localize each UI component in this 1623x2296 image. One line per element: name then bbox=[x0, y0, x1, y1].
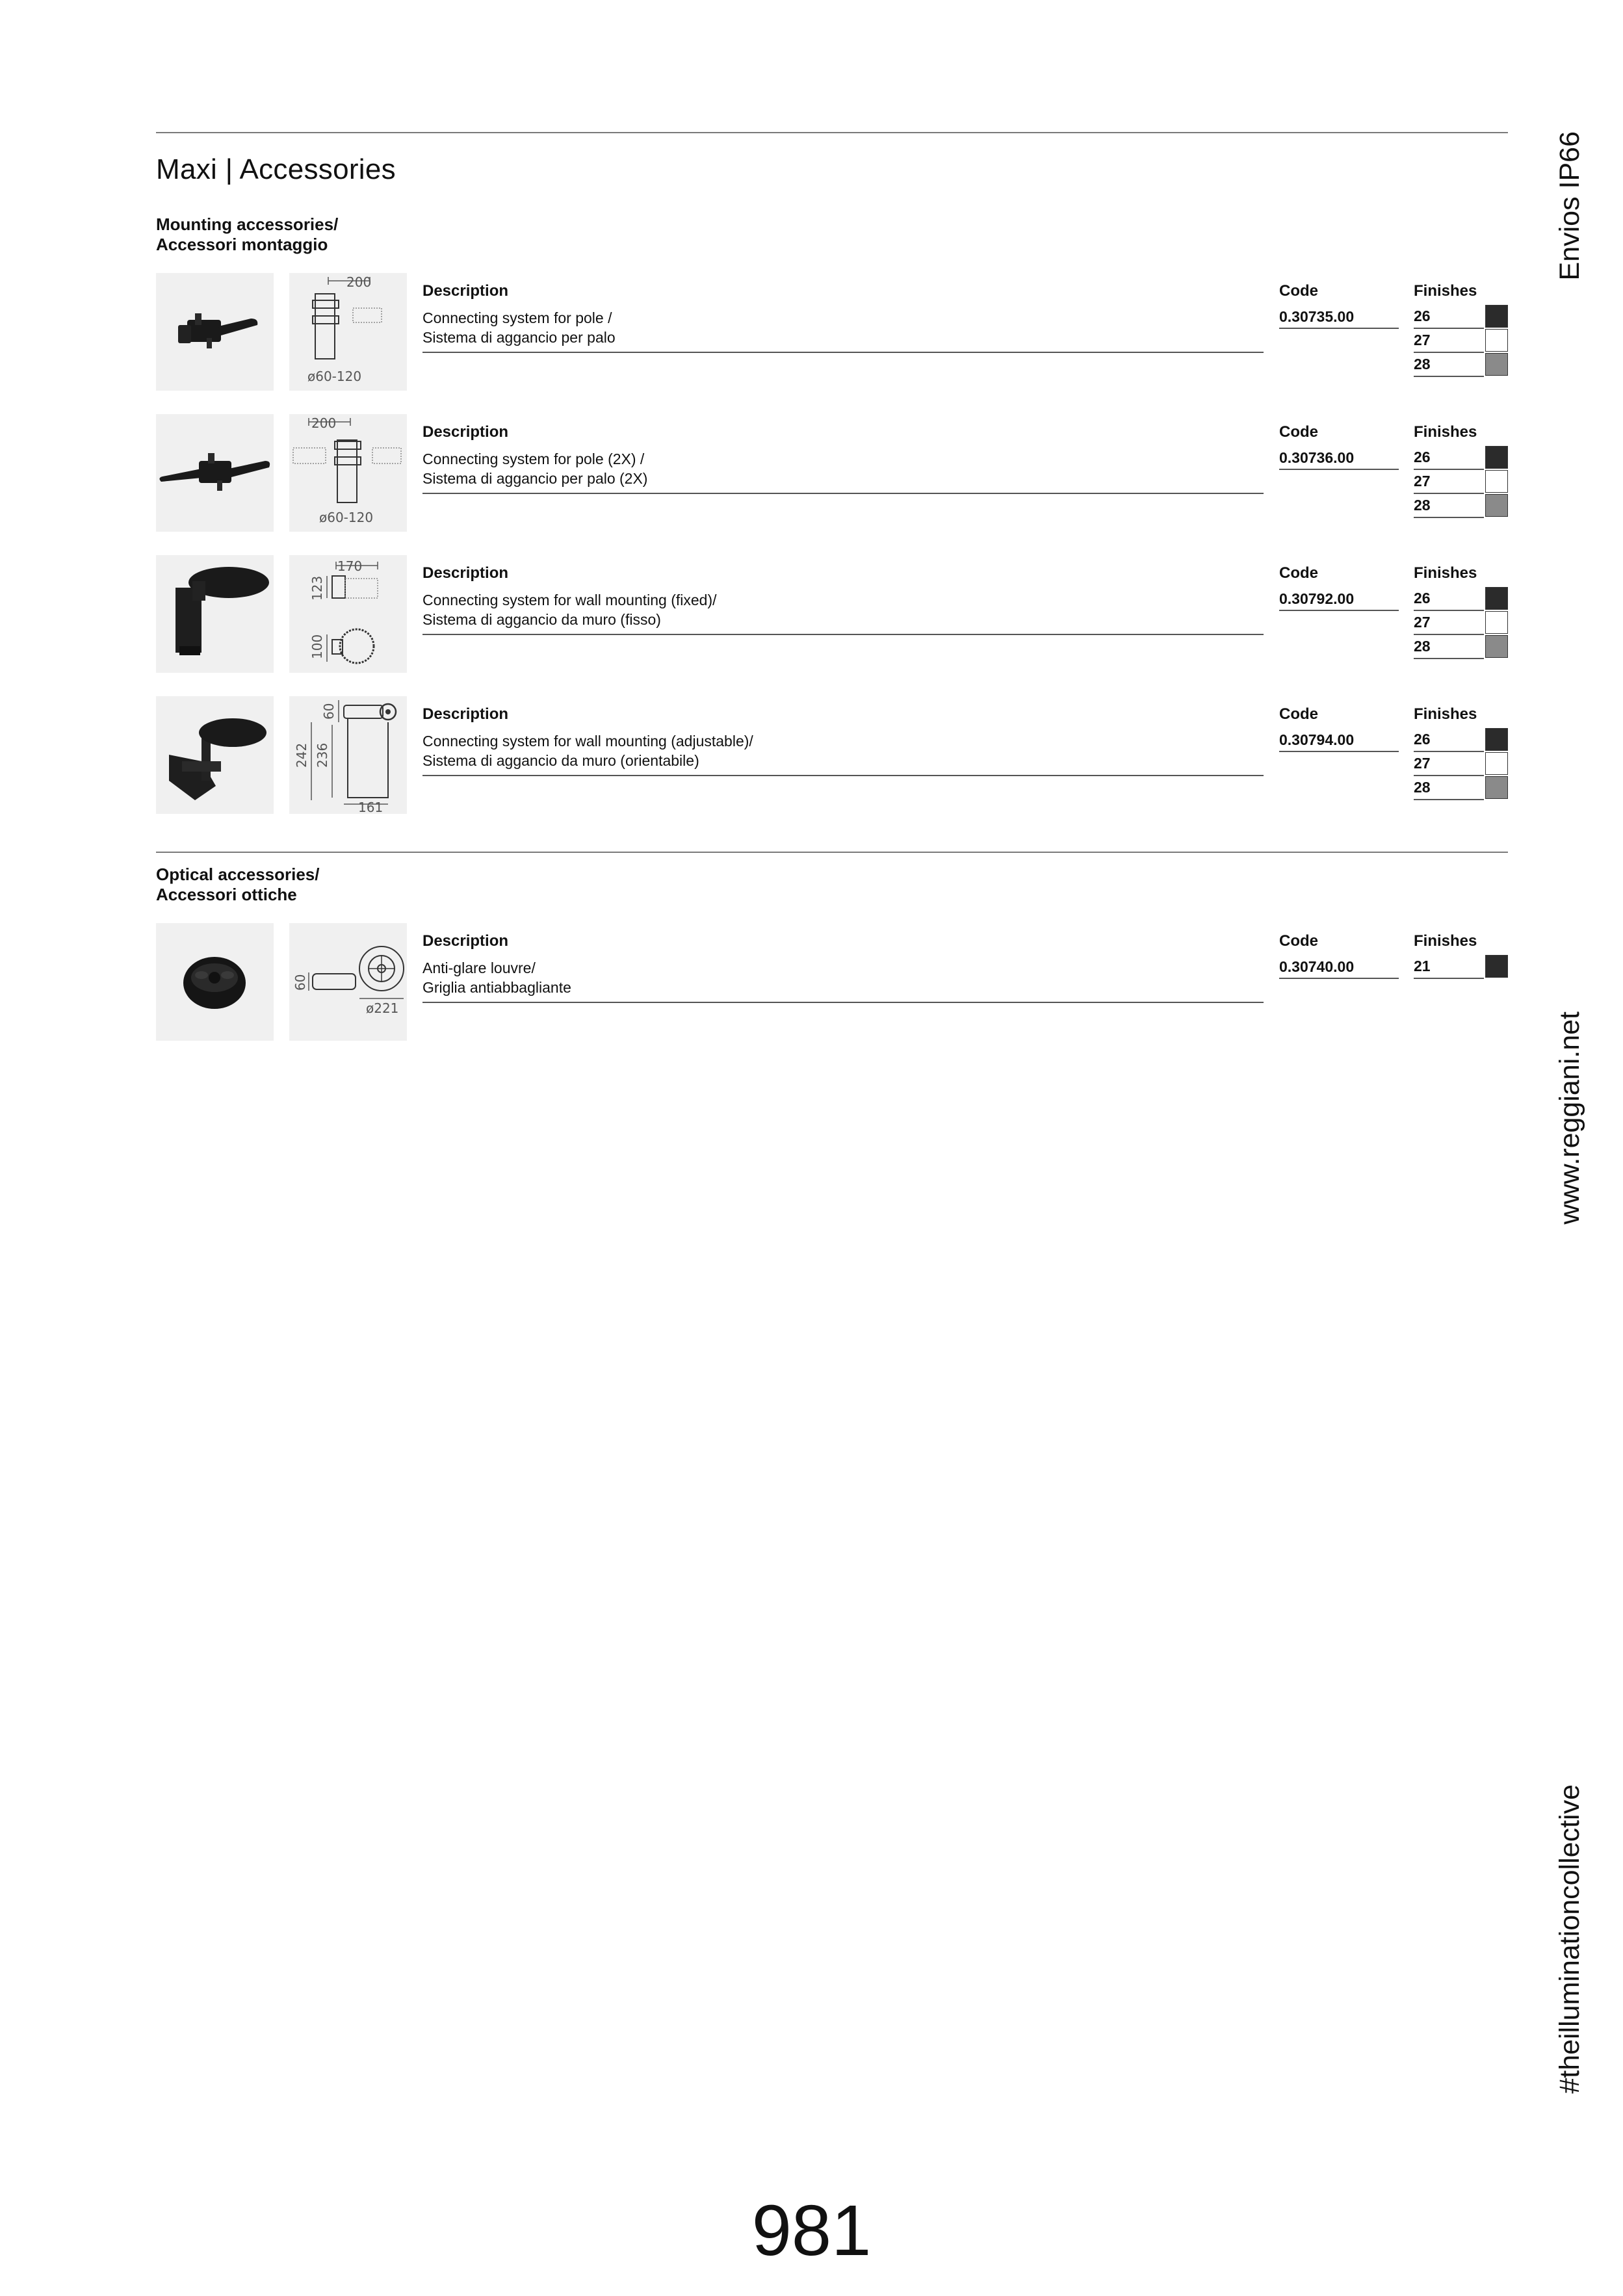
finish-option[interactable]: 26 bbox=[1414, 446, 1508, 470]
side-product-name: Envios IP66 bbox=[1554, 131, 1585, 281]
finish-option[interactable]: 26 bbox=[1414, 587, 1508, 611]
finish-option[interactable]: 28 bbox=[1414, 776, 1508, 800]
item-description: Connecting system for wall mounting (fixed)/ Sistema di aggancio da muro (fisso) bbox=[422, 592, 717, 628]
technical-drawing-louvre bbox=[289, 923, 407, 1041]
finish-swatch bbox=[1485, 635, 1508, 658]
finish-swatch bbox=[1485, 329, 1508, 352]
item-description: Connecting system for pole (2X) / Sistema di aggancio per palo (2X) bbox=[422, 450, 648, 487]
product-photo-pole-connector-2x bbox=[156, 414, 274, 532]
finish-option[interactable]: 27 bbox=[1414, 752, 1508, 776]
product-photo-louvre bbox=[156, 923, 274, 1041]
mounting-section-title: Mounting accessories/ Accessori montaggio bbox=[156, 215, 339, 254]
finish-option[interactable]: 26 bbox=[1414, 728, 1508, 752]
product-photo-wall-adjustable bbox=[156, 696, 274, 814]
dim-width: 200 bbox=[311, 415, 337, 431]
finish-swatch bbox=[1485, 776, 1508, 799]
dim-outer: 242 bbox=[294, 742, 309, 768]
description-label: Description bbox=[422, 282, 509, 300]
dim-width: 170 bbox=[337, 558, 363, 574]
description-label: Description bbox=[422, 423, 509, 441]
finishes-label: Finishes bbox=[1414, 564, 1477, 582]
code-rule bbox=[1279, 978, 1399, 979]
item-code[interactable]: 0.30736.00 bbox=[1279, 449, 1355, 466]
dim-top: 60 bbox=[321, 703, 337, 720]
code-rule bbox=[1279, 610, 1399, 611]
finish-swatch bbox=[1485, 446, 1508, 469]
dim-diameter: ø60-120 bbox=[307, 369, 362, 384]
dim-height: 123 bbox=[309, 575, 325, 601]
dim-diameter: ø60-120 bbox=[319, 510, 374, 525]
finishes-label: Finishes bbox=[1414, 705, 1477, 723]
dim-width: 200 bbox=[346, 274, 372, 290]
technical-drawing-pole-connector-2x bbox=[289, 414, 407, 532]
code-label: Code bbox=[1279, 705, 1318, 723]
description-label: Description bbox=[422, 564, 509, 582]
finish-option[interactable]: 27 bbox=[1414, 470, 1508, 494]
finish-swatch bbox=[1485, 470, 1508, 493]
code-rule bbox=[1279, 469, 1399, 470]
code-label: Code bbox=[1279, 423, 1318, 441]
finish-swatch bbox=[1485, 752, 1508, 775]
item-description: Connecting system for pole / Sistema di aggancio per palo bbox=[422, 309, 616, 346]
finish-swatch bbox=[1485, 305, 1508, 328]
technical-drawing-pole-connector bbox=[289, 273, 407, 391]
finishes-label: Finishes bbox=[1414, 282, 1477, 300]
item-description: Anti-glare louvre/ Griglia antiabbagliante bbox=[422, 959, 571, 996]
technical-drawing-wall-fixed bbox=[289, 555, 407, 673]
finish-option[interactable]: 27 bbox=[1414, 329, 1508, 353]
item-code[interactable]: 0.30735.00 bbox=[1279, 308, 1355, 325]
technical-drawing-wall-adjustable bbox=[289, 696, 407, 814]
side-hashtag: #theilluminationcollective bbox=[1554, 1784, 1585, 2094]
item-description: Connecting system for wall mounting (adjustable)/ Sistema di aggancio da muro (orientabile) bbox=[422, 733, 753, 769]
section-rule bbox=[156, 852, 1508, 853]
item-code[interactable]: 0.30794.00 bbox=[1279, 731, 1355, 748]
dim-width: 161 bbox=[358, 800, 383, 814]
item-code[interactable]: 0.30740.00 bbox=[1279, 958, 1355, 975]
dim-height: 60 bbox=[292, 974, 308, 991]
code-rule bbox=[1279, 751, 1399, 752]
description-label: Description bbox=[422, 705, 509, 723]
page-number: 981 bbox=[751, 2191, 872, 2271]
page-title: Maxi | Accessories bbox=[156, 153, 396, 185]
code-label: Code bbox=[1279, 282, 1318, 300]
finish-option[interactable]: 27 bbox=[1414, 611, 1508, 635]
code-label: Code bbox=[1279, 932, 1318, 950]
description-rule bbox=[422, 493, 1264, 494]
product-photo-wall-fixed bbox=[156, 555, 274, 673]
code-label: Code bbox=[1279, 564, 1318, 582]
finish-option[interactable]: 26 bbox=[1414, 305, 1508, 329]
description-label: Description bbox=[422, 932, 509, 950]
finish-option[interactable]: 28 bbox=[1414, 353, 1508, 377]
top-rule bbox=[156, 132, 1508, 133]
description-rule bbox=[422, 775, 1264, 776]
product-photo-pole-connector bbox=[156, 273, 274, 391]
dim-diameter: ø221 bbox=[366, 1000, 399, 1016]
finish-swatch bbox=[1485, 955, 1508, 978]
side-website[interactable]: www.reggiani.net bbox=[1554, 1011, 1585, 1225]
item-code[interactable]: 0.30792.00 bbox=[1279, 590, 1355, 607]
finish-option[interactable]: 28 bbox=[1414, 635, 1508, 659]
finish-swatch bbox=[1485, 587, 1508, 610]
dim-depth: 100 bbox=[309, 634, 325, 659]
finish-swatch bbox=[1485, 728, 1508, 751]
description-rule bbox=[422, 352, 1264, 353]
finish-option[interactable]: 28 bbox=[1414, 494, 1508, 518]
finish-option[interactable]: 21 bbox=[1414, 955, 1508, 979]
finish-swatch bbox=[1485, 353, 1508, 376]
code-rule bbox=[1279, 328, 1399, 329]
description-rule bbox=[422, 634, 1264, 635]
finishes-label: Finishes bbox=[1414, 423, 1477, 441]
finish-swatch bbox=[1485, 494, 1508, 517]
finishes-label: Finishes bbox=[1414, 932, 1477, 950]
dim-inner: 236 bbox=[315, 742, 330, 768]
description-rule bbox=[422, 1002, 1264, 1003]
optical-section-title: Optical accessories/ Accessori ottiche bbox=[156, 865, 320, 904]
finish-swatch bbox=[1485, 611, 1508, 634]
